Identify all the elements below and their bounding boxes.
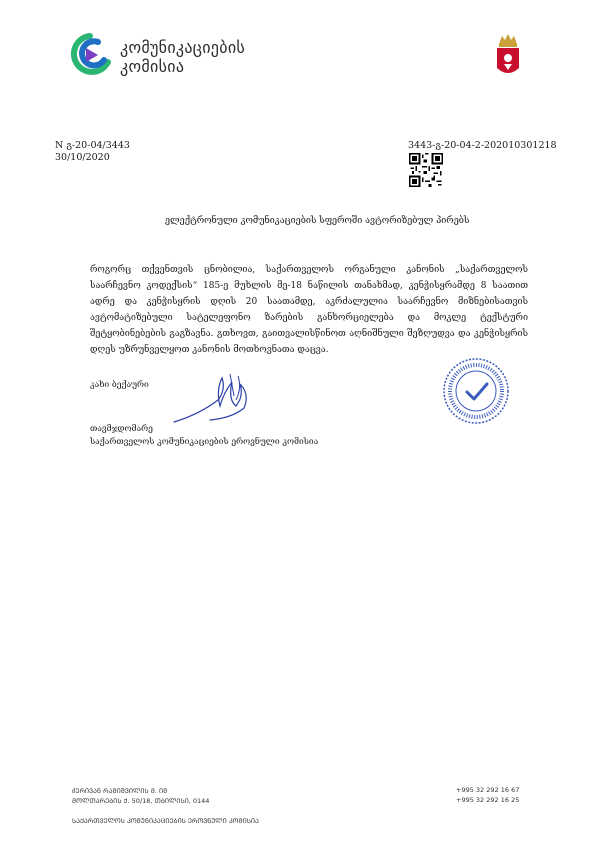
footer-address-line2: ᲛᲝᲚᲗᲐᲠᲔᲑᲘᲡ Ქ. 50/18, ᲗᲑᲘᲚᲘᲡᲘ, 0144: [72, 797, 210, 805]
document-meta: [55, 140, 130, 164]
document-subject: ელექტრონული კომუნიკაციების სფეროში ავტორიზებულ პირებს: [165, 216, 470, 226]
footer-organization: ᲡᲐᲥᲐᲠᲗᲕᲔᲚᲝᲡ ᲙᲝᲛᲣᲜᲘᲙᲐᲪᲘᲔᲑᲘᲡ ᲔᲠᲝᲕᲜᲣᲚᲘ ᲙᲝᲛᲘᲡᲘᲐ: [72, 817, 259, 825]
signer-organization: საქართველოს კომუნიკაციების ეროვნული კომისია: [90, 437, 319, 447]
body-paragraph: როგორც თქვენთვის ცნობილია, საქართველოს ორგანული კანონის „საქართველოს საარჩევნო კოდექსის“ 185-ე მუხლის მე-18 ნაწილის თანახმად, კენჭისყრამდე 8 საათით ადრე და კენჭისყრის დღის 20 საათამდე, აკრძალულია საარჩევნო მიზნებისათვის ავტომატიზებული სატელეფონო ზარების განხორციელება და მოკლე ტექსტური შეტყობინებების გაგზავნა. გთხოვთ, გაითვალისწინოთ აღნიშნული შეზღუდვა და კენჭისყრის დღეს უზრუნველყოთ კანონის მოთხოვნათა დაცვა.: [90, 265, 528, 355]
registry-code: 3443-გ-20-04-2-202010301218: [408, 140, 557, 151]
qr-code-icon: [409, 153, 443, 187]
org-name-line1: კომუნიკაციების: [120, 38, 246, 57]
digital-seal-icon: [440, 355, 512, 427]
commission-logo: [68, 32, 112, 78]
coat-of-arms-icon: [493, 30, 523, 80]
organization-name: [120, 38, 245, 76]
signer-name: კახი ბექაური: [90, 380, 149, 390]
document-body: [90, 262, 528, 358]
signer-title: თავმჯდომარე: [90, 424, 153, 434]
document-date: 30/10/2020: [55, 152, 110, 163]
footer-phone-2: +995 32 292 16 25: [456, 796, 520, 804]
footer-phone-1: +995 32 292 16 67: [456, 786, 520, 794]
org-name-line2: კომისია: [120, 57, 185, 76]
document-number: N გ-20-04/3443: [55, 140, 130, 151]
handwritten-signature: [170, 370, 280, 428]
footer-address-line1: ძᲔᲠᲘᲕᲐᲜ ᲠᲐᲛᲘᲨᲕᲘᲚᲘᲡ Მ. ᲘᲛ: [72, 787, 168, 795]
